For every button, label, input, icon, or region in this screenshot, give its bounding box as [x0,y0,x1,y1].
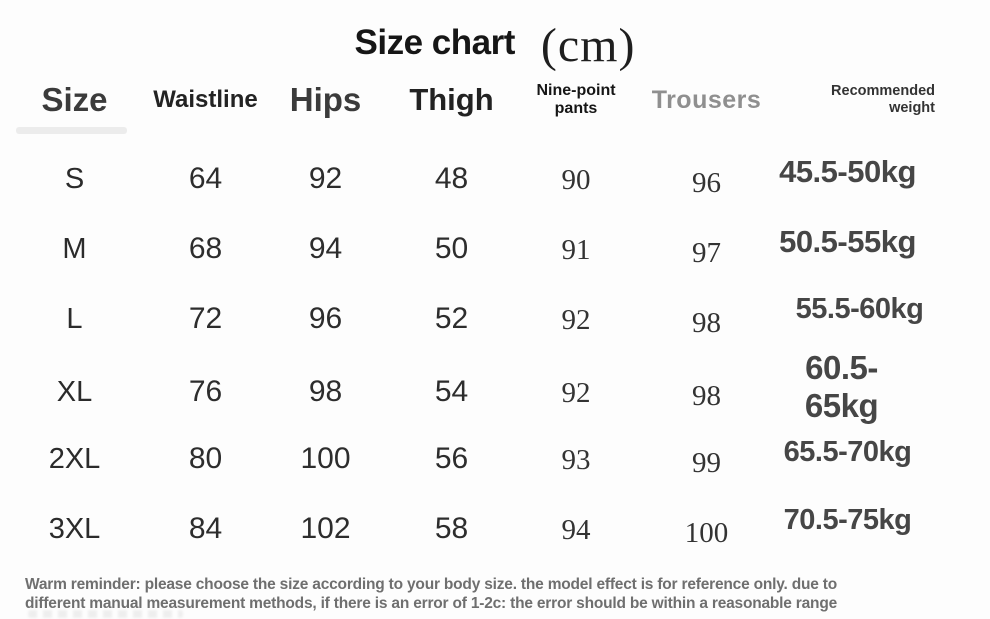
unit-label: (cm) [540,18,636,72]
cell-recommended-weight: 50.5-55kg [779,224,916,259]
cell-waistline: 68 [188,232,223,265]
cell-recommended-weight: 60.5-65kg [804,349,879,424]
title-row [0,0,990,72]
cell-waistline: 72 [188,302,223,335]
cell-recommended-weight: 45.5-50kg [779,154,916,189]
cell-size: 3XL [48,512,101,545]
cell-size: S [64,162,85,195]
cell-hips: 102 [300,512,351,545]
footer-line-1: Warm reminder: please choose the size according to your body size. the model effect is for reference only. due to [25,576,838,593]
cell-thigh: 52 [434,302,469,335]
page-title: Size chart [354,23,515,62]
cell-waistline: 84 [188,512,223,545]
column-header-waistline: Waistline [153,86,258,113]
cell-waistline: 76 [188,375,223,408]
column-header-recommended-weight: Recommended weight [831,82,935,116]
table-row [0,144,990,214]
cell-nine-point-pants: 92 [561,303,591,336]
cell-hips: 94 [308,232,343,265]
cell-thigh: 48 [434,162,469,195]
cell-thigh: 58 [434,512,469,545]
cell-nine-point-pants: 90 [561,163,591,196]
cell-hips: 98 [308,375,343,408]
cell-size: L [66,302,83,335]
cell-thigh: 50 [434,232,469,265]
cell-hips: 100 [300,442,351,475]
table-row [0,284,990,354]
column-header-hips: Hips [289,81,362,118]
cell-nine-point-pants: 91 [561,233,591,266]
column-header-size: Size [41,81,108,118]
cell-trousers: 99 [692,446,721,479]
cell-hips: 96 [308,302,343,335]
cell-trousers: 97 [692,236,721,269]
cell-nine-point-pants: 93 [561,443,591,476]
cell-nine-point-pants: 92 [561,376,591,409]
cell-size: 2XL [48,442,101,475]
cell-waistline: 64 [188,162,223,195]
cell-hips: 92 [308,162,343,195]
column-header-trousers: Trousers [651,85,762,114]
cell-thigh: 54 [434,375,469,408]
cell-size: XL [56,375,93,408]
table-row [0,424,990,494]
table-row [0,349,990,424]
cell-nine-point-pants: 94 [561,513,591,546]
cell-trousers: 96 [692,166,721,199]
column-header-thigh: Thigh [409,82,494,117]
cell-waistline: 80 [188,442,223,475]
cell-recommended-weight: 70.5-75kg [783,503,912,536]
cell-thigh: 56 [434,442,469,475]
footer-disclaimer [25,575,970,613]
cell-trousers: 98 [692,379,721,412]
cell-recommended-weight: 65.5-70kg [783,435,912,468]
footer-line-2: different manual measurement methods, if there is an error of 1-2c: the error should be within a reasonable range [25,595,838,612]
column-header-nine-point-pants: Nine-point pants [536,82,616,117]
table-header-row [0,74,990,126]
cell-size: M [62,232,87,265]
cell-trousers: 100 [684,516,729,549]
cut-off-text-artifact [28,610,183,618]
cell-trousers: 98 [692,306,721,339]
cell-recommended-weight: 55.5-60kg [795,292,924,325]
table-row [0,494,990,564]
table-body [0,144,990,564]
